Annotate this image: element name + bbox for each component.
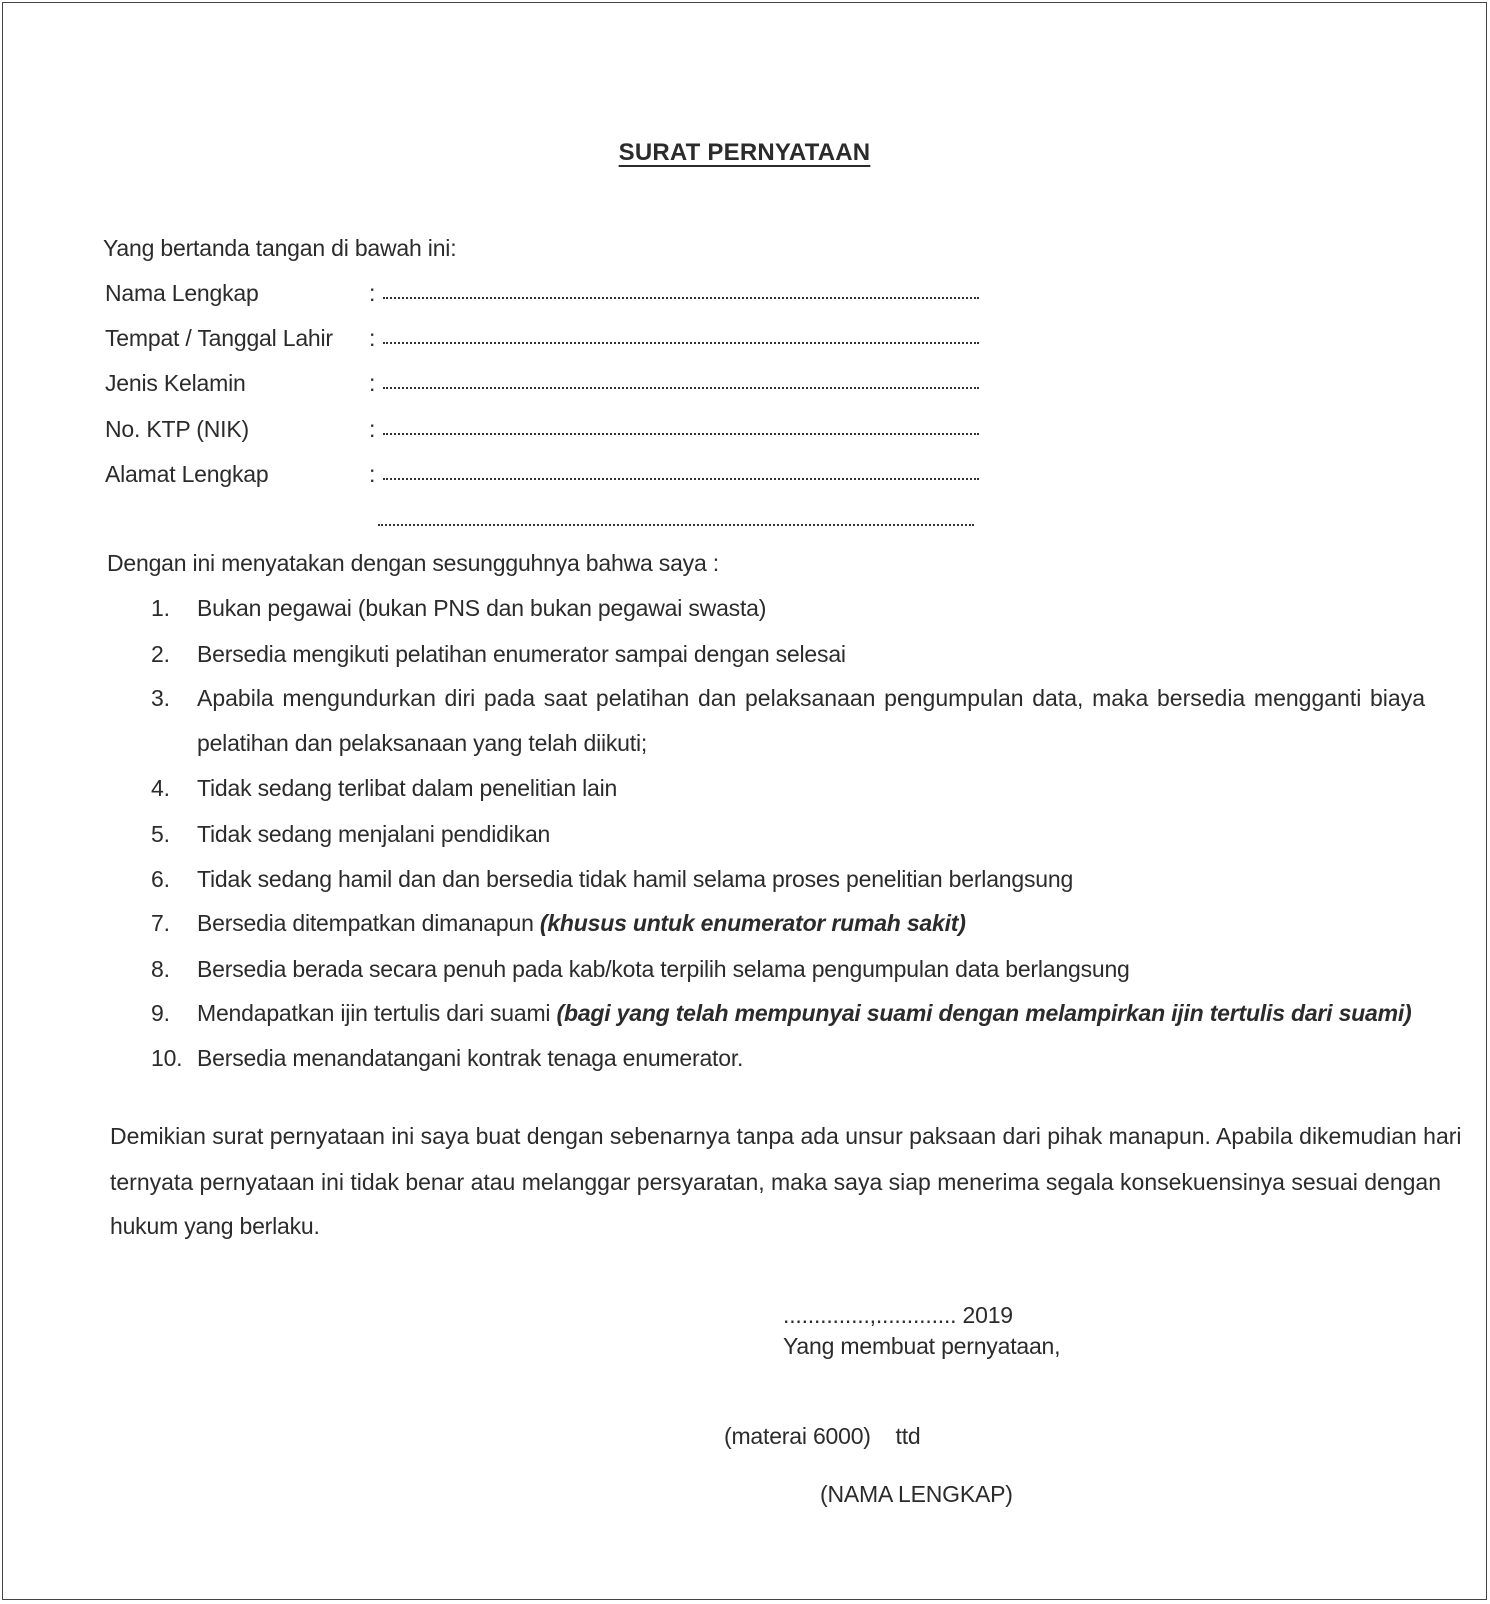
list-item — [197, 998, 1412, 1028]
list-item: Bukan pegawai (bukan PNS dan bukan pegawai swasta) — [197, 595, 767, 621]
field-blank-kelamin — [383, 385, 979, 389]
list-item-number: 9. — [151, 1000, 170, 1026]
list-item — [197, 908, 966, 938]
list-item: Tidak sedang hamil dan dan bersedia tidak hamil selama proses penelitian berlangsung — [197, 866, 1074, 892]
list-item: Bersedia berada secara penuh pada kab/kota terpilih selama pengumpulan data berlangsung — [197, 956, 1130, 982]
list-item-number: 8. — [151, 956, 170, 982]
field-blank-ttl — [383, 340, 979, 344]
list-item-emphasis: (khusus untuk enumerator rumah sakit) — [539, 910, 966, 936]
list-item: Tidak sedang terlibat dalam penelitian lain — [197, 775, 618, 801]
field-label-alamat: Alamat Lengkap — [105, 461, 269, 487]
signature-stamp: (materai 6000) ttd — [724, 1423, 921, 1449]
document-title: SURAT PERNYATAAN — [618, 139, 871, 166]
list-item-number: 2. — [151, 641, 170, 667]
list-item-number: 6. — [151, 866, 170, 892]
list-item-number: 10. — [151, 1045, 183, 1071]
signature-date: ..............,............. 2019 — [783, 1302, 1013, 1328]
list-item-continuation: pelatihan dan pelaksanaan yang telah diikuti; — [197, 730, 648, 756]
signature-name: (NAMA LENGKAP) — [820, 1481, 1013, 1507]
field-blank-nama — [383, 295, 979, 299]
field-label-kelamin: Jenis Kelamin — [105, 370, 246, 396]
list-item: Bersedia mengikuti pelatihan enumerator sampai dengan selesai — [197, 641, 846, 667]
field-label-ktp: No. KTP (NIK) — [105, 416, 249, 442]
field-colon: : — [369, 461, 376, 487]
list-item: Tidak sedang menjalani pendidikan — [197, 821, 551, 847]
field-blank-alamat-line2 — [378, 522, 974, 526]
list-item-number: 7. — [151, 910, 170, 936]
closing-line: Demikian surat pernyataan ini saya buat dengan sebenarnya tanpa ada unsur paksaan dari pihak manapun. Apabila dikemudian hari — [110, 1123, 1462, 1149]
intro-text: Yang bertanda tangan di bawah ini: — [103, 235, 457, 261]
field-colon: : — [369, 325, 376, 351]
field-colon: : — [369, 370, 376, 396]
list-item-text: Bersedia ditempatkan dimanapun — [197, 910, 534, 936]
statement-intro: Dengan ini menyatakan dengan sesungguhnya bahwa saya : — [107, 550, 719, 576]
list-item: Apabila mengundurkan diri pada saat pelatihan dan pelaksanaan pengumpulan data, maka bersedia mengganti biaya — [197, 685, 1425, 711]
field-blank-alamat — [383, 476, 979, 480]
field-colon: : — [369, 280, 376, 306]
signature-made-by: Yang membuat pernyataan, — [783, 1333, 1061, 1359]
list-item-number: 3. — [151, 685, 170, 711]
list-item: Bersedia menandatangani kontrak tenaga enumerator. — [197, 1045, 744, 1071]
list-item-number: 4. — [151, 775, 170, 801]
list-item-text: Mendapatkan ijin tertulis dari suami — [197, 1000, 551, 1026]
closing-line: ternyata pernyataan ini tidak benar atau melanggar persyaratan, maka saya siap menerima segala konsekuensinya sesuai dengan — [110, 1169, 1441, 1195]
field-label-nama: Nama Lengkap — [105, 280, 259, 306]
document-page — [2, 2, 1487, 1600]
field-label-ttl: Tempat / Tanggal Lahir — [105, 325, 333, 351]
closing-line: hukum yang berlaku. — [110, 1213, 320, 1239]
list-item-number: 1. — [151, 595, 170, 621]
field-blank-ktp — [383, 431, 979, 435]
field-colon: : — [369, 416, 376, 442]
list-item-number: 5. — [151, 821, 170, 847]
list-item-emphasis: (bagi yang telah mempunyai suami dengan melampirkan ijin tertulis dari suami) — [556, 1000, 1412, 1026]
